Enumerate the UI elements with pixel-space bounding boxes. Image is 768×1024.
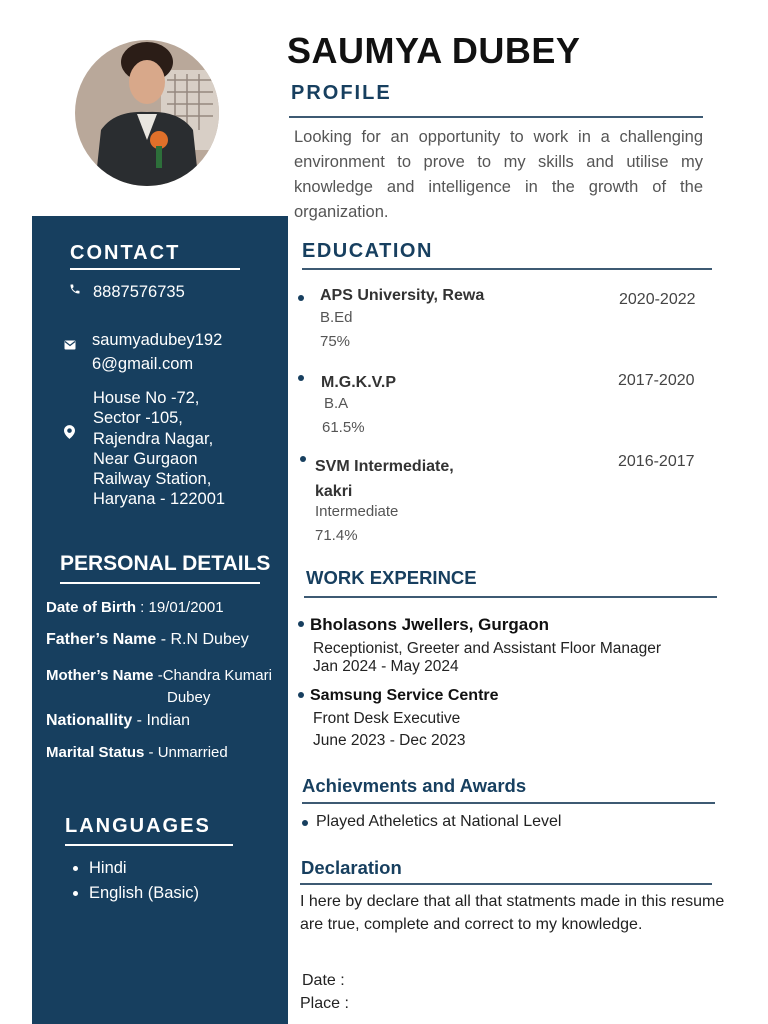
dob-row bbox=[46, 599, 224, 616]
father-value: - R.N Dubey bbox=[156, 631, 249, 648]
achievement-item: Played Atheletics at National Level bbox=[316, 813, 562, 830]
father-row bbox=[46, 631, 249, 649]
education-years: 2020-2022 bbox=[619, 291, 696, 308]
personal-divider bbox=[60, 582, 260, 584]
education-heading: EDUCATION bbox=[302, 240, 433, 262]
education-score: 75% bbox=[320, 333, 351, 350]
language-item: English (Basic) bbox=[89, 884, 200, 902]
declaration-line2: are true, complete and correct to my knowledge. bbox=[300, 916, 643, 933]
personal-details-heading: PERSONAL DETAILS bbox=[60, 552, 271, 575]
address-line: House No -72, bbox=[93, 389, 200, 407]
education-bullet bbox=[300, 456, 306, 462]
mother-row bbox=[46, 667, 272, 684]
languages-divider bbox=[65, 844, 233, 846]
achievements-heading: Achievments and Awards bbox=[302, 775, 527, 796]
nationality-label: Nationallity bbox=[46, 712, 133, 729]
nationality-row bbox=[46, 712, 190, 730]
profile-text: Looking for an opportunity to work in a challenging environment to prove to my skills and utilise my knowledge and intelligence in the growth of the organization. bbox=[294, 128, 703, 221]
mother-value-line2: Dubey bbox=[167, 689, 211, 706]
languages-heading: LANGUAGES bbox=[65, 815, 211, 837]
education-bullet bbox=[298, 295, 304, 301]
phone-icon bbox=[69, 283, 81, 295]
education-degree: B.Ed bbox=[320, 309, 353, 326]
address-line: Haryana - 122001 bbox=[93, 490, 226, 509]
profile-photo bbox=[75, 40, 219, 186]
candidate-name: SAUMYA DUBEY bbox=[287, 30, 581, 71]
contact-divider bbox=[70, 268, 240, 270]
education-title-line: SVM Intermediate, bbox=[315, 458, 454, 475]
profile-divider bbox=[289, 116, 703, 118]
declaration-heading: Declaration bbox=[301, 857, 402, 878]
email-icon bbox=[64, 340, 76, 350]
language-item: Hindi bbox=[89, 859, 127, 877]
education-degree: B.A bbox=[324, 395, 349, 412]
work-dates: June 2023 - Dec 2023 bbox=[313, 732, 466, 749]
contact-email-line2[interactable]: 6@gmail.com bbox=[92, 355, 194, 373]
education-years: 2017-2020 bbox=[618, 372, 695, 389]
work-bullet bbox=[298, 621, 304, 627]
work-heading: WORK EXPERINCE bbox=[306, 567, 477, 588]
language-bullet bbox=[73, 891, 78, 896]
education-title-line: kakri bbox=[315, 483, 353, 500]
address-line: Rajendra Nagar, bbox=[93, 429, 214, 448]
dob-label: Date of Birth bbox=[46, 599, 136, 616]
education-years: 2016-2017 bbox=[618, 453, 695, 470]
mother-label: Mother’s Name bbox=[46, 667, 154, 684]
dob-value: : 19/01/2001 bbox=[136, 599, 224, 616]
work-dates: Jan 2024 - May 2024 bbox=[313, 658, 459, 675]
achievements-divider bbox=[302, 802, 715, 804]
marital-row bbox=[46, 744, 228, 761]
location-icon bbox=[64, 425, 75, 439]
work-bullet bbox=[298, 692, 304, 698]
education-bullet bbox=[298, 375, 304, 381]
language-bullet bbox=[73, 866, 78, 871]
education-score: 61.5% bbox=[322, 419, 365, 436]
contact-phone[interactable]: 8887576735 bbox=[93, 283, 185, 301]
work-divider bbox=[304, 596, 717, 598]
marital-label: Marital Status bbox=[46, 744, 145, 761]
contact-address bbox=[93, 388, 225, 510]
work-company: Bholasons Jwellers, Gurgaon bbox=[310, 615, 550, 634]
address-line: Near Gurgaon bbox=[93, 449, 198, 468]
mother-value: -Chandra Kumari bbox=[153, 667, 272, 684]
contact-email-line1[interactable]: saumyadubey192 bbox=[92, 331, 223, 349]
education-degree: Intermediate bbox=[315, 503, 399, 520]
work-company: Samsung Service Centre bbox=[310, 687, 499, 704]
work-role: Receptionist, Greeter and Assistant Floor Manager bbox=[313, 640, 662, 657]
date-label: Date : bbox=[302, 972, 345, 989]
place-label: Place : bbox=[300, 995, 349, 1012]
address-line: Railway Station, bbox=[93, 470, 212, 489]
address-line: Sector -105, bbox=[93, 409, 183, 428]
declaration-line1: I here by declare that all that statments made in this resume bbox=[300, 893, 725, 910]
father-label: Father’s Name bbox=[46, 631, 157, 648]
education-divider bbox=[302, 268, 712, 270]
contact-heading: CONTACT bbox=[70, 242, 181, 264]
profile-heading: PROFILE bbox=[291, 82, 392, 104]
declaration-divider bbox=[300, 883, 712, 885]
education-title bbox=[315, 454, 454, 504]
education-title: M.G.K.V.P bbox=[321, 374, 396, 391]
marital-value: - Unmarried bbox=[144, 744, 228, 761]
nationality-value: - Indian bbox=[132, 712, 191, 729]
profile-photo-image bbox=[75, 40, 219, 186]
achievement-bullet bbox=[302, 820, 308, 826]
work-role: Front Desk Executive bbox=[313, 710, 461, 727]
education-title: APS University, Rewa bbox=[320, 287, 485, 304]
education-score: 71.4% bbox=[315, 527, 358, 544]
